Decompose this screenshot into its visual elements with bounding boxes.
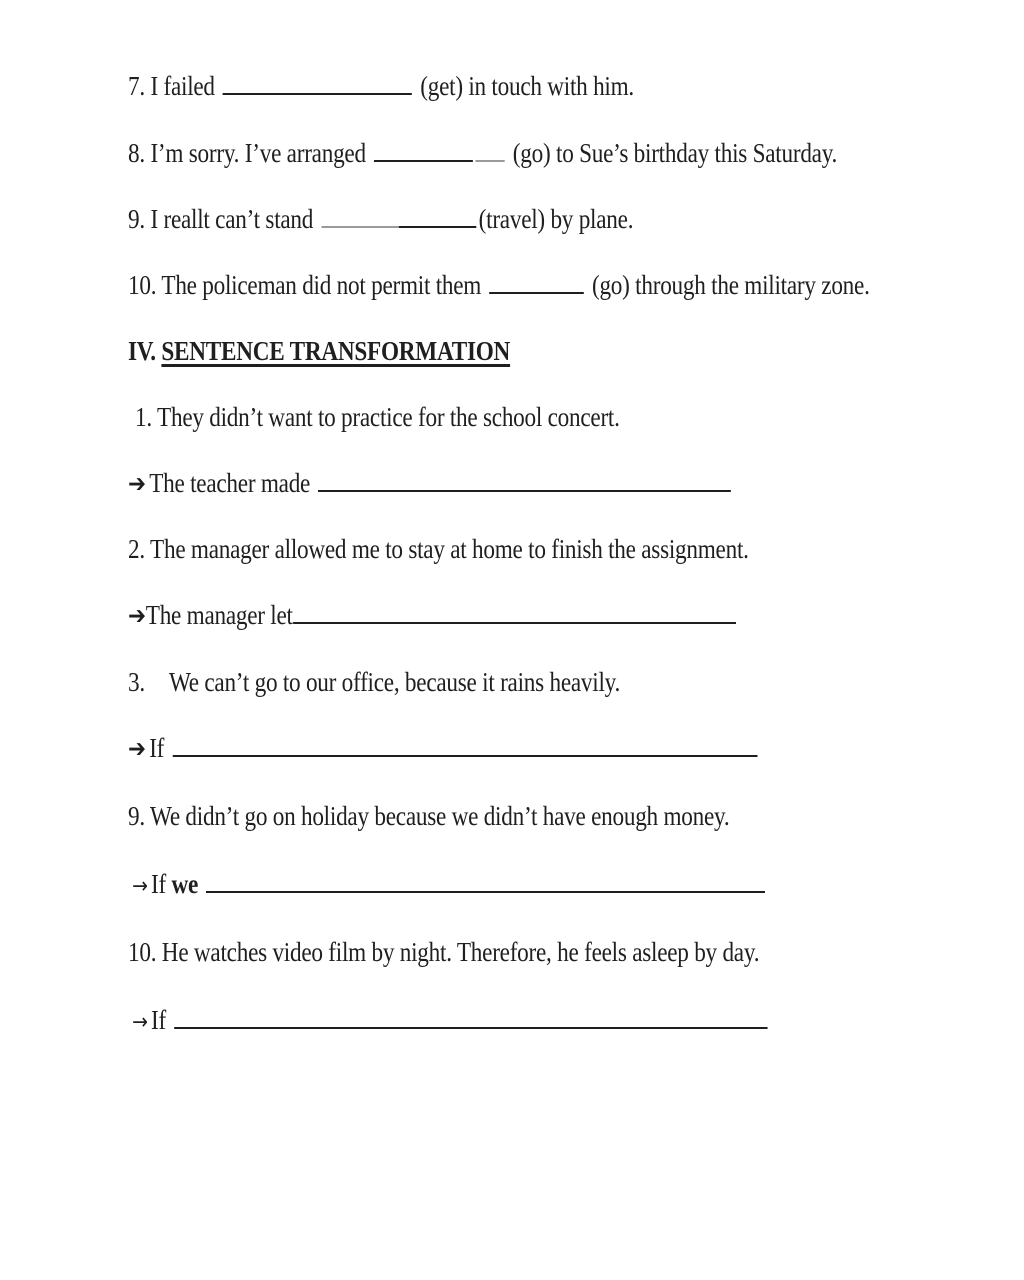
transformation-3-answer [128, 728, 760, 769]
transformation-2-answer [128, 595, 738, 636]
answer-line[interactable] [174, 1003, 767, 1029]
exercise-text-before: I reallt can’t stand [150, 204, 314, 234]
exercise-text-after: (go) through the military zone. [591, 270, 870, 300]
transformation-number: 3. [128, 667, 145, 697]
exercise-number: 7. [128, 71, 145, 101]
exercise-8 [128, 133, 837, 173]
answer-blank-extension [475, 136, 504, 162]
transformation-1-sentence [135, 397, 620, 437]
transformation-sentence: We didn’t go on holiday because we didn’t have enough money. [150, 801, 730, 831]
exercise-text-after: (get) in touch with him. [420, 71, 634, 101]
transformation-number: 9. [128, 801, 145, 831]
answer-line[interactable] [318, 466, 731, 492]
section-numeral: IV. [128, 336, 156, 366]
exercise-10 [128, 265, 870, 305]
exercise-number: 8. [128, 138, 145, 168]
transformation-sentence: The manager allowed me to stay at home to finish the assignment. [150, 534, 749, 564]
section-title: SENTENCE TRANSFORMATION [161, 336, 511, 366]
transformation-sentence: He watches video film by night. Therefore, he feels asleep by day. [161, 937, 760, 967]
answer-blank[interactable] [223, 69, 412, 95]
answer-prompt-bold: we [171, 869, 199, 899]
answer-prompt: If [149, 733, 165, 763]
answer-line[interactable] [172, 731, 757, 757]
exercise-number: 10. [128, 270, 157, 300]
answer-prompt: If [151, 869, 166, 899]
transformation-1-answer [128, 463, 734, 504]
exercise-7 [128, 66, 634, 106]
transformation-10-sentence [128, 932, 759, 972]
transformation-sentence: We can’t go to our office, because it rains heavily. [168, 667, 621, 697]
exercise-text-after: (travel) by plane. [478, 204, 634, 234]
answer-line[interactable] [293, 598, 736, 624]
transformation-number: 2. [128, 534, 145, 564]
section-heading [128, 331, 510, 371]
transformation-sentence: They didn’t want to practice for the school concert. [157, 402, 620, 432]
arrow-icon: ➔ [128, 734, 146, 763]
transformation-3-sentence [128, 662, 620, 702]
transformation-number: 10. [128, 937, 157, 967]
transformation-2-sentence [128, 529, 749, 569]
answer-blank[interactable] [489, 268, 584, 294]
answer-blank[interactable] [374, 136, 473, 162]
answer-blank-start [321, 202, 398, 228]
exercise-9 [128, 199, 633, 239]
answer-prompt: The teacher made [149, 468, 311, 498]
answer-line[interactable] [206, 867, 765, 893]
arrow-icon: → [132, 1010, 148, 1035]
transformation-10-answer [132, 1000, 770, 1043]
answer-blank[interactable] [399, 202, 476, 228]
transformation-number: 1. [135, 402, 152, 432]
arrow-icon: → [132, 874, 148, 899]
answer-prompt: The manager let [145, 600, 293, 630]
transformation-9-answer [132, 864, 768, 907]
answer-prompt: If [151, 1005, 166, 1035]
exercise-text-after: (go) to Sue’s birthday this Saturday. [512, 138, 838, 168]
arrow-icon: ➔ [128, 601, 146, 630]
arrow-icon: ➔ [128, 469, 146, 498]
exercise-text-before: I’m sorry. I’ve arranged [150, 138, 366, 168]
exercise-text-before: The policeman did not permit them [161, 270, 482, 300]
exercise-text-before: I failed [150, 71, 215, 101]
transformation-9-sentence [128, 796, 729, 836]
exercise-number: 9. [128, 204, 145, 234]
